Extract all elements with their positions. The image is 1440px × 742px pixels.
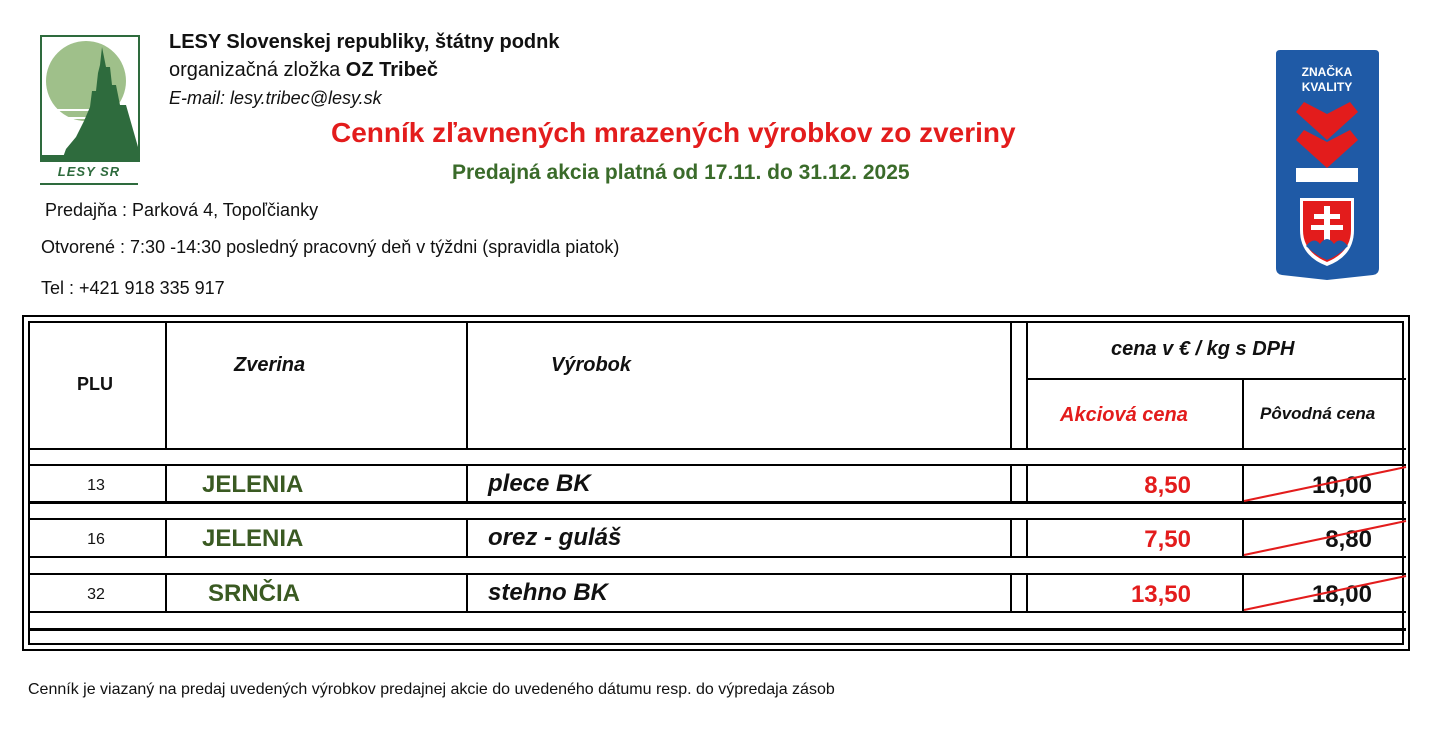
row1-product: plece BK	[488, 470, 591, 497]
badge-line1: ZNAČKA	[1301, 65, 1353, 79]
shop-address: Predajňa : Parková 4, Topoľčianky	[45, 200, 319, 220]
row3-game: SRNČIA	[208, 580, 301, 607]
header-product: Výrobok	[551, 354, 632, 376]
row2-plu: 16	[87, 531, 105, 548]
row3-plu: 32	[87, 586, 105, 603]
quality-mark-badge	[1276, 50, 1379, 280]
row1-plu: 13	[87, 477, 105, 494]
unit-name: OZ Tribeč	[345, 59, 439, 81]
phone-number: Tel : +421 918 335 917	[41, 278, 225, 298]
price-strikethrough-lines	[24, 317, 1412, 653]
header-original-price: Pôvodná cena	[1260, 404, 1376, 423]
unit-prefix: organizačná zložka	[169, 59, 346, 81]
logo-text: LESY SR	[57, 164, 121, 179]
logo-underline	[40, 183, 138, 185]
header-sale-price: Akciová cena	[1060, 404, 1188, 426]
row3-original-price: 18,00	[1311, 581, 1372, 608]
company-name: LESY Slovenskej republiky, štátny podnk	[169, 31, 560, 53]
row2-product: orez - guláš	[488, 524, 622, 551]
row1-original-price: 10,00	[1311, 472, 1372, 499]
organizational-unit	[169, 59, 438, 82]
footer-note: Cenník je viazaný na predaj uvedených výrobkov predajnej akcie do uvedeného dátumu resp. do výpredaja zásob	[28, 681, 835, 698]
opening-hours: Otvorené : 7:30 -14:30 posledný pracovný deň v týždni (spravidla piatok)	[41, 237, 620, 257]
row1-game: JELENIA	[202, 471, 304, 498]
badge-line2: KVALITY	[1301, 80, 1353, 94]
promo-validity: Predajná akcia platná od 17.11. do 31.12. 2025	[452, 161, 910, 184]
quality-mark-icon	[1276, 50, 1379, 280]
row3-product: stehno BK	[488, 579, 608, 606]
row1-sale-price: 8,50	[1144, 472, 1191, 499]
logo-emblem	[40, 35, 140, 162]
header-plu: PLU	[77, 374, 113, 394]
lesy-sr-logo	[40, 35, 138, 187]
row2-sale-price: 7,50	[1144, 526, 1191, 553]
header-price-group: cena v € / kg s DPH	[1111, 338, 1295, 360]
tree-icon	[42, 37, 138, 160]
email-line: E-mail: lesy.tribec@lesy.sk	[169, 88, 382, 108]
header-game: Zverina	[234, 354, 306, 376]
page-title-text: Cenník zľavnených mrazených výrobkov zo zveriny	[331, 117, 1016, 148]
price-table	[22, 315, 1410, 651]
row2-original-price: 8,80	[1325, 526, 1372, 553]
row3-sale-price: 13,50	[1130, 581, 1191, 608]
row2-game: JELENIA	[202, 525, 304, 552]
